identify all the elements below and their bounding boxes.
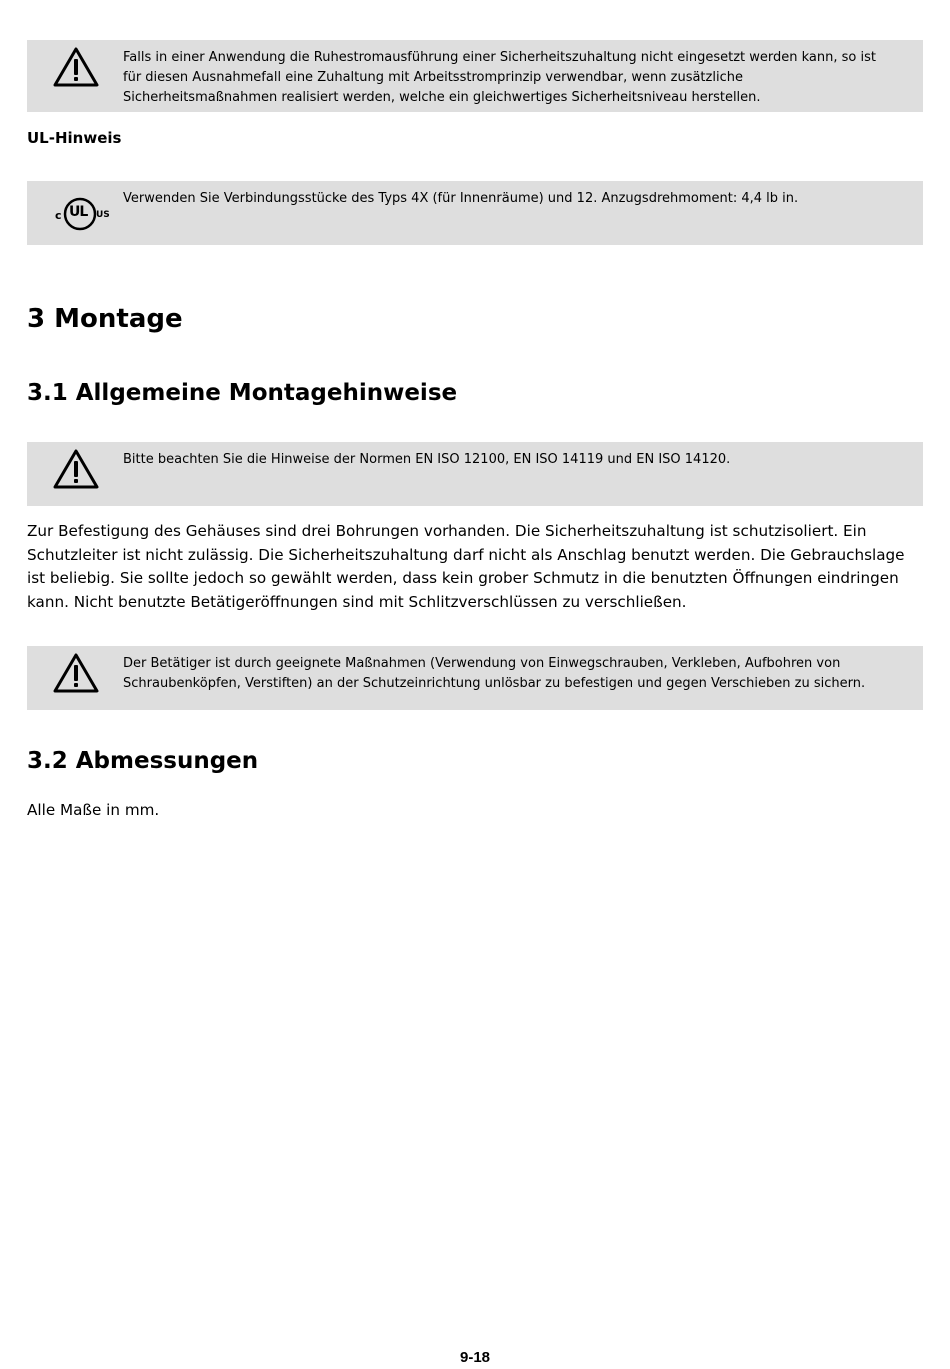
body-paragraph: Zur Befestigung des Gehäuses sind drei Bohrungen vorhanden. Die Sicherheitszuhaltung ist schutzisoliert. Ein Schutzleiter ist nicht zulässig. Die Sicherheitszuhaltung darf nicht als Anschlag benutzt werden. Die Gebrauchslage ist beliebig. Sie sollte jedoch so gewählt werden, dass kein grober Schmutz in die benutzten Öffnungen eindringen kann. Nicht benutzte Betätigeröffnungen sind mit Schlitzverschlüssen zu verschließen. — [27, 522, 905, 611]
warning-notice — [27, 40, 923, 112]
warning-notice — [27, 646, 923, 710]
ul-logo-ul: UL — [69, 204, 88, 220]
warning-triangle-icon — [53, 46, 99, 88]
ul-notice — [27, 181, 923, 245]
warning-notice — [27, 442, 923, 506]
notice-text: Der Betätiger ist durch geeignete Maßnahmen (Verwendung von Einwegschrauben, Verkleben, Aufbohren von Schraubenköpfen, Verstiften) an der Schutzeinrichtung unlösbar zu befestigen und gegen Verschieben zu sichern. — [123, 656, 866, 691]
subsection-title: 3.2 Abmessungen — [27, 748, 259, 774]
notice-text: Bitte beachten Sie die Hinweise der Normen EN ISO 12100, EN ISO 14119 und EN ISO 14120. — [123, 452, 731, 467]
ul-logo-us: US — [96, 210, 110, 220]
ul-certification-logo — [53, 197, 113, 231]
warning-triangle-icon — [53, 652, 99, 694]
page-number: 9-18 — [459, 1349, 491, 1366]
body-paragraph: Alle Maße in mm. — [27, 801, 160, 819]
section-title: 3 Montage — [27, 304, 183, 334]
notice-text: Falls in einer Anwendung die Ruhestromausführung einer Sicherheitszuhaltung nicht eingesetzt werden kann, so ist für diesen Ausnahmefall eine Zuhaltung mit Arbeitsstromprinzip verwendbar, wenn zusätzliche Sicherheitsmaßnahmen realisiert werden, welche ein gleichwertiges Sicherheitsniveau herstellen. — [123, 50, 876, 105]
ul-heading: UL-Hinweis — [27, 129, 122, 147]
document-page — [27, 0, 923, 1369]
notice-text: Verwenden Sie Verbindungsstücke des Typs 4X (für Innenräume) und 12. Anzugsdrehmoment: 4,4 lb in. — [123, 191, 799, 206]
subsection-title: 3.1 Allgemeine Montagehinweise — [27, 380, 458, 406]
warning-triangle-icon — [53, 448, 99, 490]
ul-logo-c: c — [55, 209, 62, 222]
